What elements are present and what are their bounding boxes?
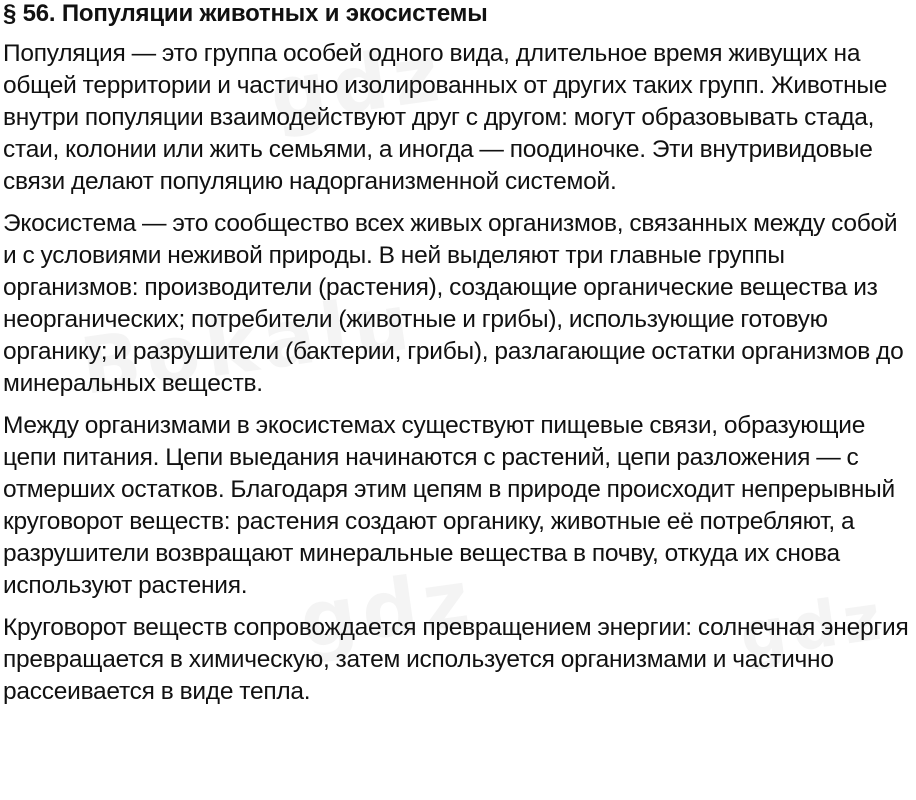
paragraph-energy: Круговорот веществ сопровождается превращением энергии: солнечная энергия превращается в химическую, затем используется организмами и частично рассеивается в виде тепла. xyxy=(3,614,909,705)
paragraph-ecosystem: Экосистема — это сообщество всех живых организмов, связанных между собой и с условиями неживой природы. В ней выделяют три главные группы организмов: производители (растения), создающие органические вещества из неорганических; потребители (животные и грибы), использующие готовую органику; и разрушители (бактерии, грибы), разлагающие остатки организмов до минеральных веществ. xyxy=(3,210,904,397)
paragraph-food-chains: Между организмами в экосистемах существуют пищевые связи, образующие цепи питания. Цепи выедания начинаются с растений, цепи разложения — с отмерших остатков. Благодаря этим цепям в природе происходит непрерывный круговорот веществ: растения создают органику, животные её потребляют, а разрушители возвращают минеральные вещества в почву, откуда их снова используют растения. xyxy=(3,412,895,599)
section-content xyxy=(3,0,915,718)
section-title: § 56. Популяции животных и экосистемы xyxy=(3,0,488,27)
paragraph-population: Популяция — это группа особей одного вида, длительное время живущих на общей территории и частично изолированных от других таких групп. Животные внутри популяции взаимодействуют друг с другом: могут образовывать стада, стаи, колонии или жить семьями, а иногда — поодиночке. Эти внутривидовые связи делают популяцию надорганизменной системой. xyxy=(3,40,888,195)
